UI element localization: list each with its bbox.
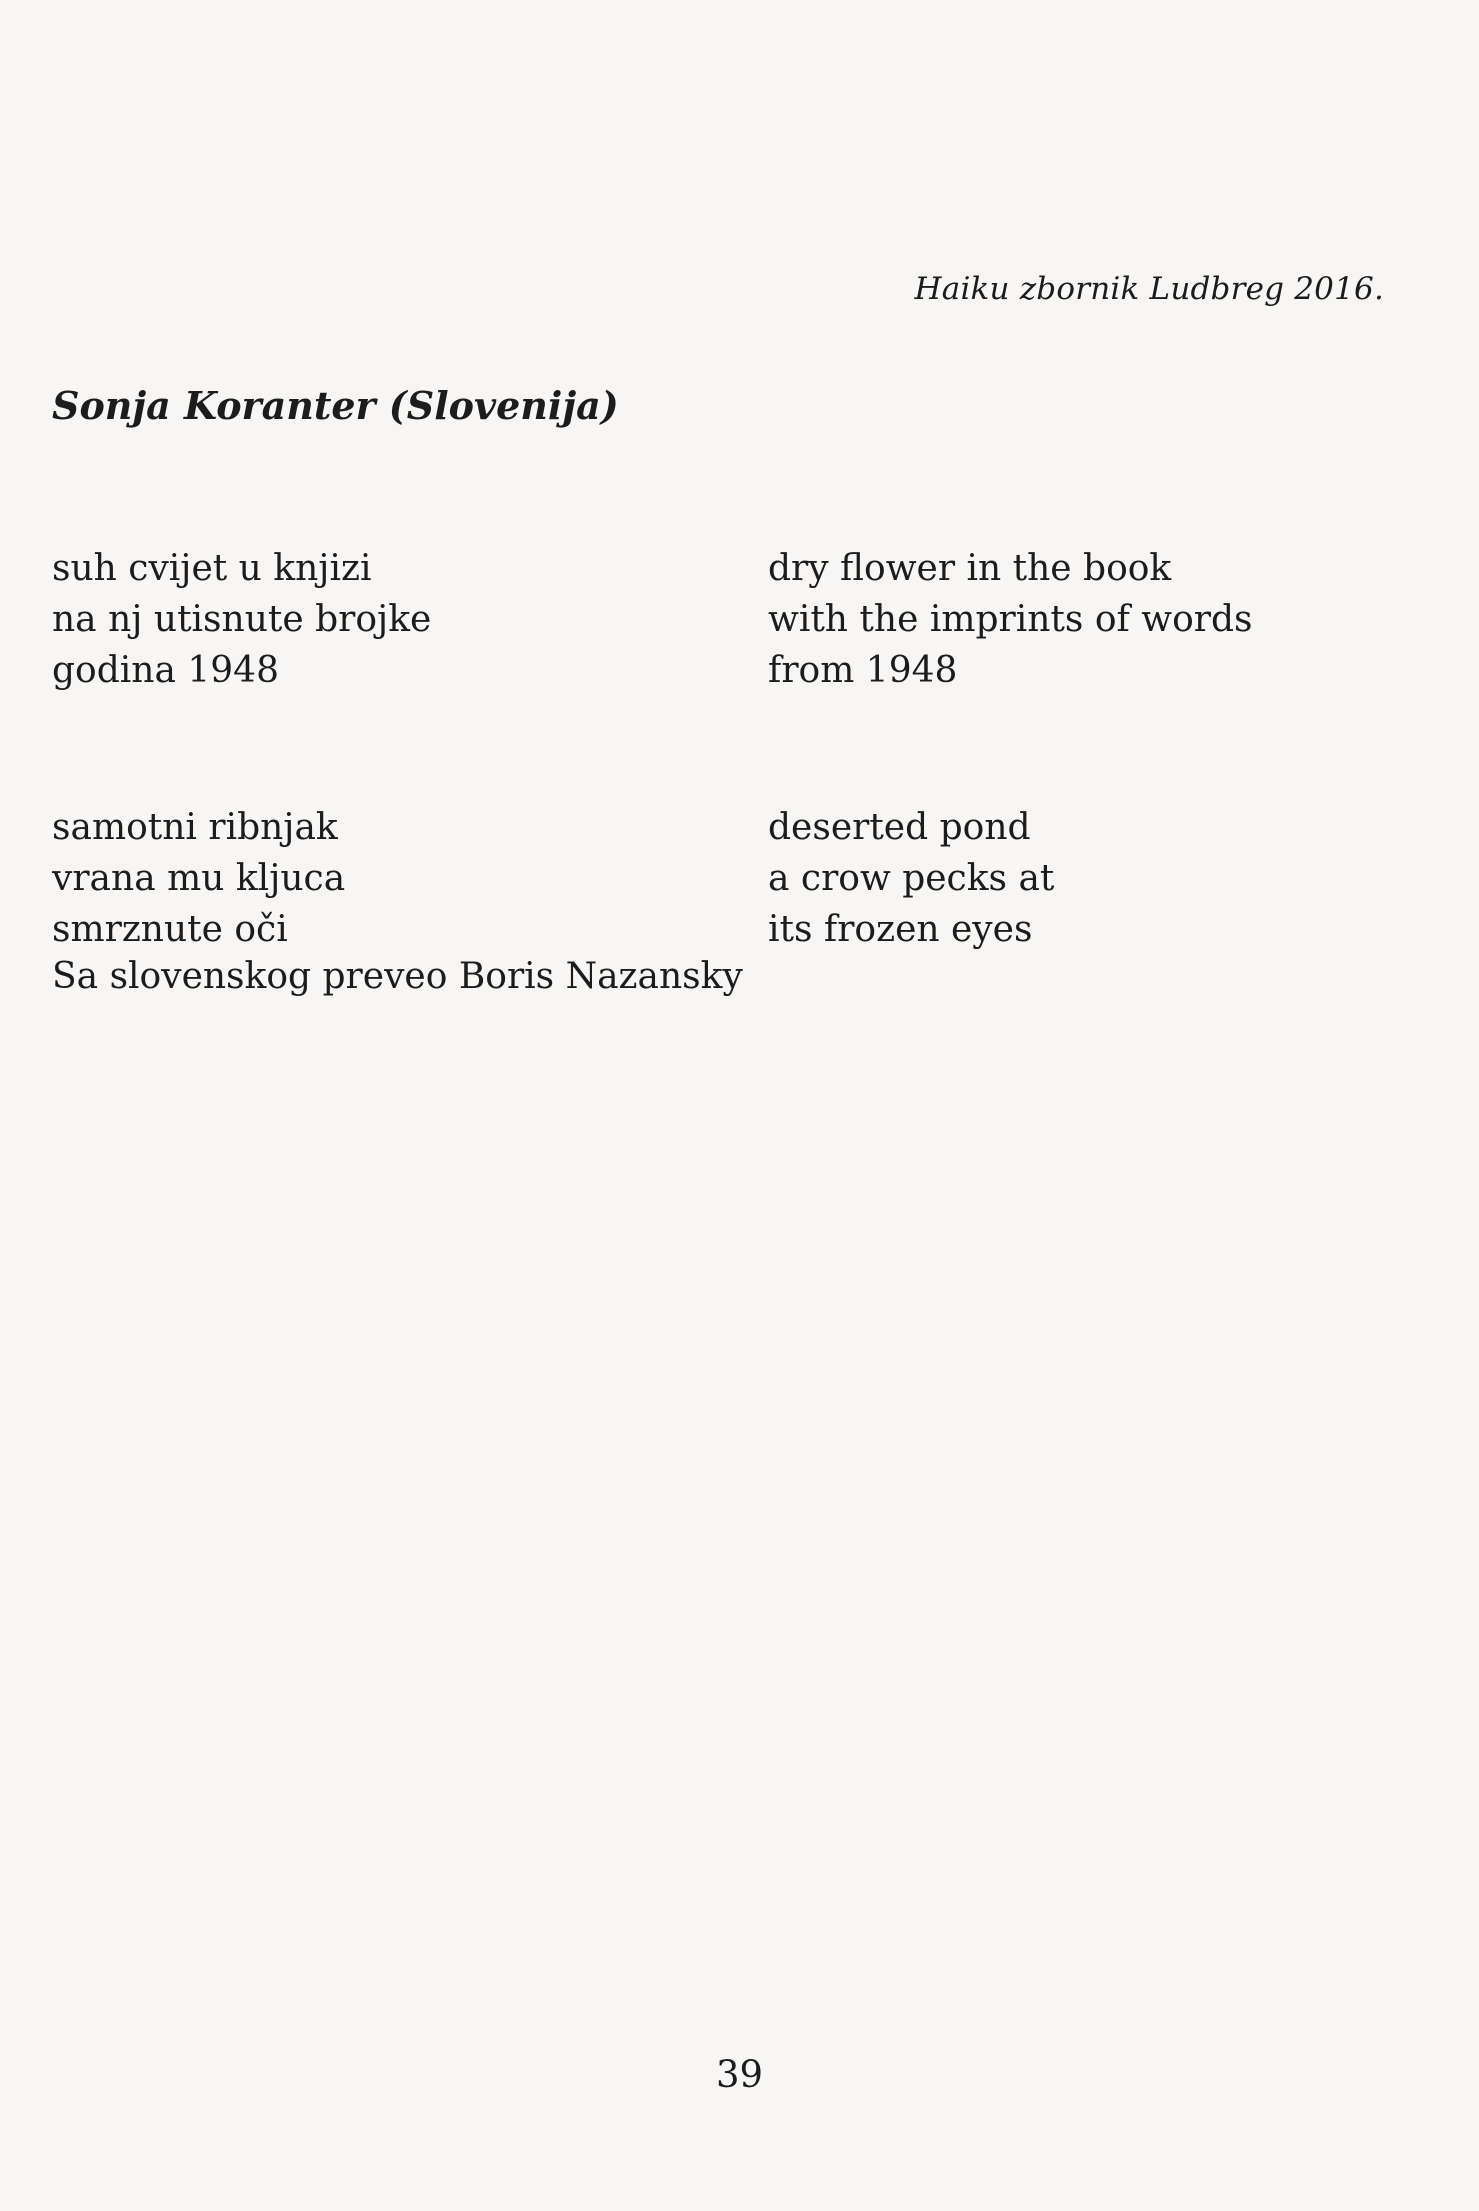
translated-poems-column	[768, 543, 1408, 955]
haiku-original-2	[52, 802, 692, 955]
page-number: 39	[715, 2053, 764, 2096]
haiku-translation-1	[768, 543, 1408, 696]
haiku-line: godina 1948	[52, 650, 279, 691]
haiku-line: deserted pond	[768, 807, 1031, 848]
haiku-line: dry flower in the book	[768, 548, 1172, 589]
haiku-line: vrana mu kljuca	[52, 858, 346, 899]
haiku-line: a crow pecks at	[768, 858, 1055, 899]
haiku-line: na nj utisnute brojke	[52, 599, 432, 640]
haiku-line: samotni ribnjak	[52, 807, 338, 848]
original-poems-column	[52, 543, 692, 955]
running-header: Haiku zbornik Ludbreg 2016.	[914, 271, 1384, 307]
translator-note: Sa slovenskog preveo Boris Nazansky	[52, 956, 743, 997]
haiku-line: with the imprints of words	[768, 599, 1253, 640]
haiku-translation-2	[768, 802, 1408, 955]
haiku-original-1	[52, 543, 692, 696]
haiku-line: suh cvijet u knjizi	[52, 548, 372, 589]
author-heading: Sonja Koranter (Slovenija)	[52, 383, 619, 428]
haiku-line: its frozen eyes	[768, 909, 1033, 950]
haiku-line: from 1948	[768, 650, 958, 691]
haiku-line: smrznute oči	[52, 909, 288, 950]
